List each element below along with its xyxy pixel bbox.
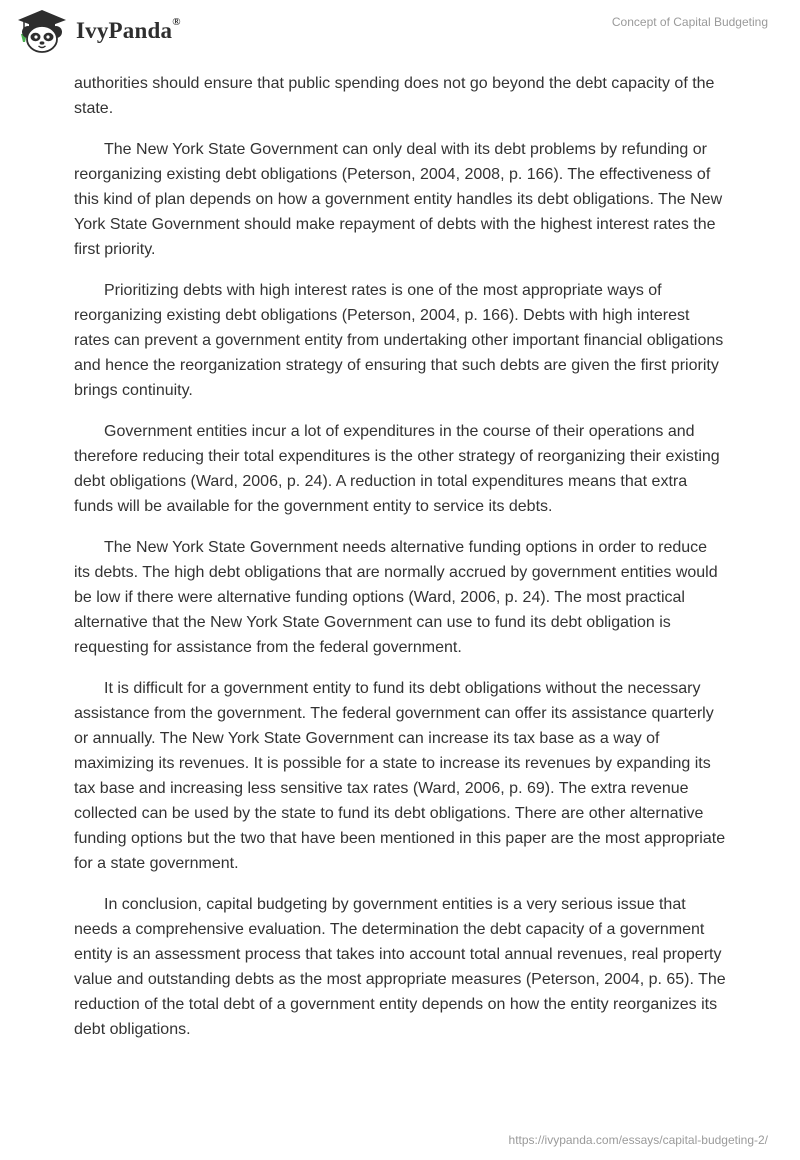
registered-mark: ® <box>172 16 181 28</box>
essay-body <box>74 71 726 1058</box>
paragraph: The New York State Government needs alternative funding options in order to reduce its debts. The high debt obligations that are normally accrued by government entities would be low if there were alternative funding options (Ward, 2006, p. 24). The most practical alternative that the New York State Government can use to fund its debt obligation is requesting for assistance from the federal government. <box>74 539 718 656</box>
panda-graduate-icon <box>14 8 70 54</box>
paragraph: It is difficult for a government entity to fund its debt obligations without the necessary assistance from the government. The federal government can offer its assistance quarterly or annually. The New York State Government can increase its tax base as a way of maximizing its revenues. It is possible for a state to increase its revenues by expanding its tax base and increasing less sensitive tax rates (Ward, 2006, p. 69). The extra revenue collected can be used by the state to fund its debt obligations. There are other alternative funding options but the two that have been mentioned in this paper are the most appropriate for a state government. <box>74 680 726 872</box>
brand-text: IvyPanda <box>76 18 173 43</box>
paragraph: Government entities incur a lot of expenditures in the course of their operations and therefore reducing their total expenditures is the other strategy of reorganizing their existing debt obligations (Ward, 2006, p. 24). A reduction in total expenditures means that extra funds will be available for the government entity to service its debts. <box>74 423 720 515</box>
paragraph: In conclusion, capital budgeting by government entities is a very serious issue that needs a comprehensive evaluation. The determination the debt capacity of a government entity is an assessment process that takes into account total annual revenues, real property value and outstanding debts as the most appropriate measures (Peterson, 2004, p. 65). The reduction of the total debt of a government entity depends on how the entity reorganizes its debt obligations. <box>74 896 726 1038</box>
brand-name <box>76 18 181 44</box>
document-title: Concept of Capital Budgeting <box>611 15 768 29</box>
source-url-link[interactable]: https://ivypanda.com/essays/capital-budgeting-2/ <box>508 1133 768 1147</box>
paragraph-continued: authorities should ensure that public spending does not go beyond the debt capacity of the state. <box>74 75 715 117</box>
paragraph: The New York State Government can only deal with its debt problems by refunding or reorganizing existing debt obligations (Peterson, 2004, 2008, p. 166). The effectiveness of this kind of plan depends on how a government entity handles its debt obligations. The New York State Government should make repayment of debts with the highest interest rates the first priority. <box>74 141 723 258</box>
paragraph: Prioritizing debts with high interest rates is one of the most appropriate ways of reorganizing existing debt obligations (Peterson, 2004, p. 166). Debts with high interest rates can prevent a government entity from undertaking other important financial obligations and hence the reorganization strategy of ensuring that such debts are given the first priority brings continuity. <box>74 282 724 399</box>
page-header <box>0 0 800 64</box>
brand-logo[interactable] <box>14 8 181 54</box>
